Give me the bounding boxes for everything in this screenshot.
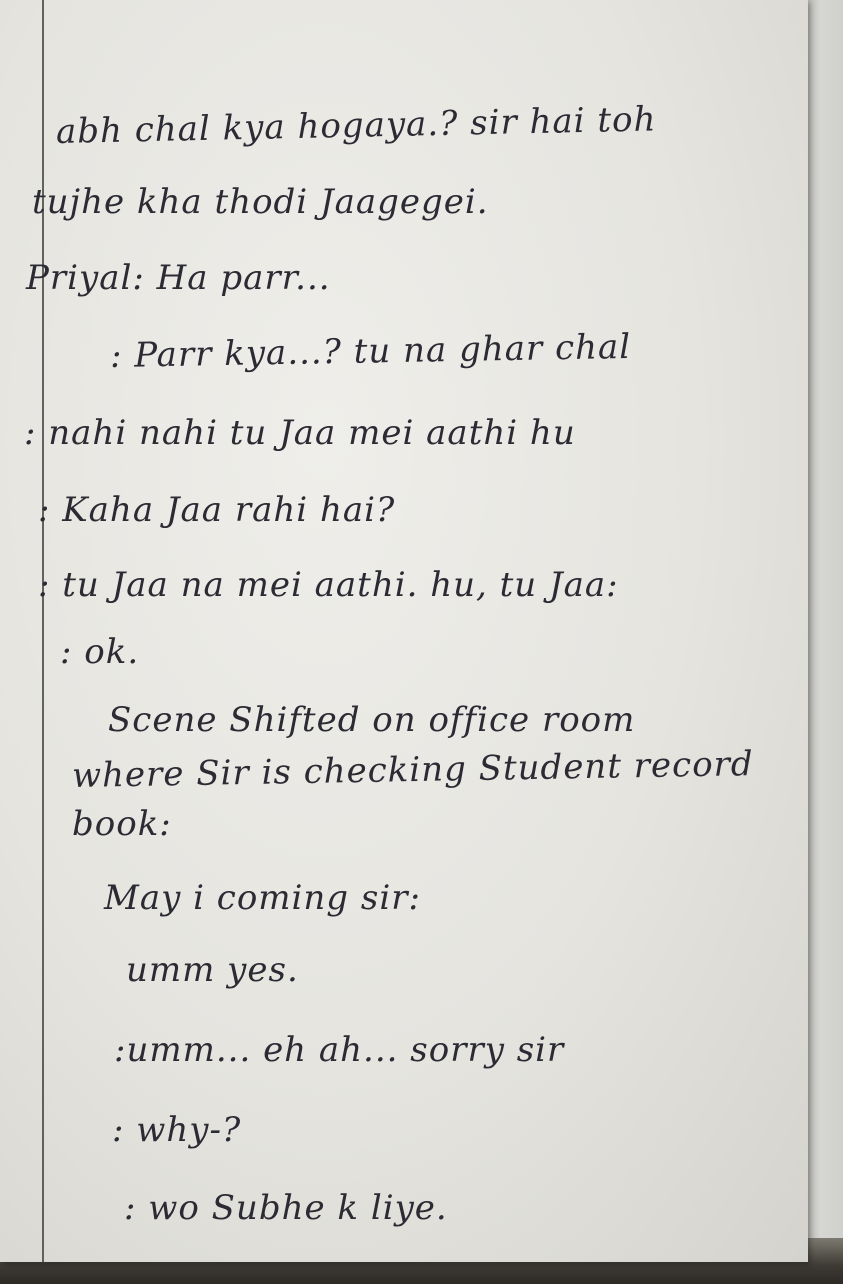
handwritten-line: where Sir is checking Student record (71, 744, 754, 796)
handwritten-line: Priyal: Ha parr... (26, 258, 331, 298)
handwritten-line: tujhe kha thodi Jaagegei. (32, 182, 489, 222)
handwritten-line: : Kaha Jaa rahi hai? (38, 490, 396, 530)
handwritten-line: Scene Shifted on office room (108, 700, 636, 740)
handwritten-line: : Parr kya...? tu na ghar chal (109, 326, 632, 376)
handwritten-line: umm yes. (126, 950, 299, 990)
handwritten-line: : tu Jaa na mei aathi. hu, tu Jaa: (38, 565, 619, 605)
handwritten-line: : nahi nahi tu Jaa mei aathi hu (24, 413, 576, 453)
handwritten-line: :umm... eh ah... sorry sir (114, 1030, 565, 1070)
background-surface (806, 0, 843, 1284)
handwritten-line: : ok. (60, 632, 140, 672)
handwritten-line: : why-? (112, 1110, 242, 1150)
handwritten-line: May i coming sir: (104, 878, 421, 918)
handwritten-line: abh chal kya hogaya.? sir hai toh (55, 99, 657, 152)
handwritten-line: book: (72, 804, 172, 844)
handwritten-line: : wo Subhe k liye. (124, 1188, 448, 1228)
